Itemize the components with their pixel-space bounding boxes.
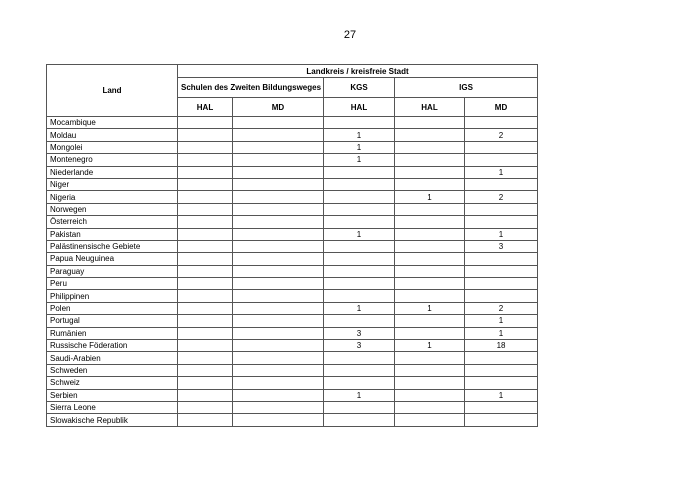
table-row: [47, 389, 538, 401]
cell-value: 3: [324, 340, 395, 352]
cell-value: [233, 216, 324, 228]
cell-value: 1: [324, 154, 395, 166]
table-row: [47, 240, 538, 252]
cell-value: [233, 178, 324, 190]
cell-value: [178, 129, 233, 141]
cell-value: 18: [465, 340, 538, 352]
cell-value: [324, 290, 395, 302]
cell-value: 1: [395, 302, 465, 314]
cell-value: 2: [465, 302, 538, 314]
cell-value: [465, 154, 538, 166]
cell-value: [233, 401, 324, 413]
table-row: [47, 117, 538, 129]
cell-value: [233, 389, 324, 401]
cell-value: [178, 327, 233, 339]
cell-value: [465, 203, 538, 215]
cell-value: [233, 364, 324, 376]
cell-value: 1: [465, 389, 538, 401]
cell-value: 1: [395, 191, 465, 203]
cell-value: [178, 240, 233, 252]
header-group: Landkreis / kreisfreie Stadt: [178, 65, 538, 78]
table-row: [47, 203, 538, 215]
cell-value: [178, 340, 233, 352]
cell-value: [465, 377, 538, 389]
cell-land: Palästinensische Gebiete: [47, 240, 178, 252]
cell-value: [465, 352, 538, 364]
cell-land: Nigeria: [47, 191, 178, 203]
table-row: [47, 352, 538, 364]
cell-value: [395, 117, 465, 129]
cell-value: [178, 265, 233, 277]
cell-land: Polen: [47, 302, 178, 314]
header-col: MD: [233, 98, 324, 117]
cell-value: [465, 117, 538, 129]
cell-value: [178, 389, 233, 401]
cell-value: 1: [324, 141, 395, 153]
cell-value: [324, 240, 395, 252]
cell-land: Paraguay: [47, 265, 178, 277]
table-row: [47, 290, 538, 302]
table-row: [47, 253, 538, 265]
cell-value: [324, 178, 395, 190]
cell-land: Serbien: [47, 389, 178, 401]
cell-value: [324, 265, 395, 277]
cell-value: [324, 377, 395, 389]
cell-value: [178, 228, 233, 240]
cell-value: [178, 178, 233, 190]
header-igs: IGS: [395, 78, 538, 98]
cell-value: [465, 216, 538, 228]
cell-value: [465, 414, 538, 426]
cell-value: 3: [324, 327, 395, 339]
cell-value: [395, 389, 465, 401]
table-row: [47, 216, 538, 228]
cell-land: Montenegro: [47, 154, 178, 166]
cell-value: 1: [465, 228, 538, 240]
cell-land: Österreich: [47, 216, 178, 228]
cell-value: [324, 414, 395, 426]
cell-value: [395, 278, 465, 290]
country-table: [46, 64, 538, 427]
table-row: [47, 129, 538, 141]
cell-value: 2: [465, 191, 538, 203]
cell-value: [233, 240, 324, 252]
cell-land: Philippinen: [47, 290, 178, 302]
cell-value: [324, 401, 395, 413]
cell-value: [178, 154, 233, 166]
cell-value: [178, 352, 233, 364]
cell-value: [324, 216, 395, 228]
cell-value: [395, 154, 465, 166]
cell-land: Niger: [47, 178, 178, 190]
table-row: [47, 340, 538, 352]
cell-value: [324, 364, 395, 376]
cell-value: [178, 191, 233, 203]
cell-value: [178, 216, 233, 228]
cell-value: 3: [465, 240, 538, 252]
cell-value: [178, 364, 233, 376]
cell-value: [324, 278, 395, 290]
cell-value: [465, 265, 538, 277]
table-row: [47, 265, 538, 277]
cell-land: Niederlande: [47, 166, 178, 178]
cell-value: [395, 327, 465, 339]
cell-value: [233, 141, 324, 153]
cell-value: [233, 290, 324, 302]
cell-value: [178, 302, 233, 314]
cell-value: [233, 414, 324, 426]
cell-land: Mongolei: [47, 141, 178, 153]
cell-value: [178, 253, 233, 265]
cell-value: [465, 290, 538, 302]
cell-value: [233, 265, 324, 277]
cell-value: [233, 228, 324, 240]
cell-value: [465, 401, 538, 413]
cell-value: 1: [395, 340, 465, 352]
cell-value: [178, 203, 233, 215]
header-col: HAL: [178, 98, 233, 117]
table-body: [47, 117, 538, 427]
cell-value: [395, 141, 465, 153]
cell-value: [233, 203, 324, 215]
table-row: [47, 364, 538, 376]
cell-value: [233, 340, 324, 352]
cell-value: [178, 377, 233, 389]
cell-value: [395, 240, 465, 252]
cell-value: [395, 290, 465, 302]
cell-value: [395, 414, 465, 426]
cell-value: [233, 302, 324, 314]
table-row: [47, 141, 538, 153]
header-zbw: Schulen des Zweiten Bildungsweges: [178, 78, 324, 98]
cell-value: [233, 117, 324, 129]
cell-land: Rumänien: [47, 327, 178, 339]
cell-value: [233, 278, 324, 290]
cell-value: [178, 141, 233, 153]
cell-value: [178, 414, 233, 426]
cell-land: Norwegen: [47, 203, 178, 215]
table-row: [47, 401, 538, 413]
table-row: [47, 278, 538, 290]
table-row: [47, 228, 538, 240]
cell-value: [395, 203, 465, 215]
cell-value: [233, 315, 324, 327]
cell-land: Pakistan: [47, 228, 178, 240]
cell-value: [395, 166, 465, 178]
cell-value: [395, 253, 465, 265]
cell-value: [465, 178, 538, 190]
table-row: [47, 178, 538, 190]
cell-value: [395, 377, 465, 389]
table-row: [47, 327, 538, 339]
table-row: [47, 377, 538, 389]
cell-value: [233, 129, 324, 141]
table-row: [47, 414, 538, 426]
cell-value: [233, 166, 324, 178]
table-row: [47, 302, 538, 314]
cell-value: [178, 166, 233, 178]
cell-value: [324, 117, 395, 129]
cell-value: [395, 401, 465, 413]
cell-land: Peru: [47, 278, 178, 290]
header-land: Land: [47, 65, 178, 117]
cell-value: [465, 141, 538, 153]
cell-value: [178, 401, 233, 413]
cell-value: [233, 154, 324, 166]
cell-land: Saudi-Arabien: [47, 352, 178, 364]
cell-value: [233, 377, 324, 389]
cell-value: [395, 129, 465, 141]
cell-value: 1: [324, 228, 395, 240]
cell-value: [233, 253, 324, 265]
cell-value: 2: [465, 129, 538, 141]
table-row: [47, 154, 538, 166]
cell-value: 1: [465, 327, 538, 339]
cell-land: Papua Neuguinea: [47, 253, 178, 265]
cell-value: [178, 278, 233, 290]
cell-value: [465, 364, 538, 376]
cell-value: [395, 265, 465, 277]
cell-value: 1: [324, 302, 395, 314]
cell-value: [233, 352, 324, 364]
cell-value: [178, 315, 233, 327]
cell-value: 1: [324, 389, 395, 401]
cell-value: [395, 228, 465, 240]
cell-land: Mocambique: [47, 117, 178, 129]
header-col: MD: [465, 98, 538, 117]
cell-value: [324, 166, 395, 178]
cell-value: [395, 315, 465, 327]
header-col: HAL: [395, 98, 465, 117]
header-kgs: KGS: [324, 78, 395, 98]
cell-value: [324, 253, 395, 265]
cell-value: [395, 352, 465, 364]
cell-value: [395, 216, 465, 228]
cell-land: Moldau: [47, 129, 178, 141]
table-row: [47, 191, 538, 203]
cell-land: Slowakische Republik: [47, 414, 178, 426]
cell-value: [324, 352, 395, 364]
cell-value: [233, 191, 324, 203]
cell-land: Schweden: [47, 364, 178, 376]
cell-value: 1: [465, 166, 538, 178]
cell-value: [465, 278, 538, 290]
cell-value: 1: [465, 315, 538, 327]
cell-value: [324, 203, 395, 215]
table-row: [47, 315, 538, 327]
cell-value: [178, 290, 233, 302]
cell-land: Russische Föderation: [47, 340, 178, 352]
cell-value: [233, 327, 324, 339]
cell-value: 1: [324, 129, 395, 141]
page-number: 27: [343, 29, 357, 41]
cell-value: [324, 315, 395, 327]
cell-value: [395, 364, 465, 376]
table-row: [47, 166, 538, 178]
cell-value: [395, 178, 465, 190]
cell-value: [465, 253, 538, 265]
cell-land: Sierra Leone: [47, 401, 178, 413]
cell-land: Schweiz: [47, 377, 178, 389]
cell-value: [324, 191, 395, 203]
cell-land: Portugal: [47, 315, 178, 327]
header-col: HAL: [324, 98, 395, 117]
cell-value: [178, 117, 233, 129]
